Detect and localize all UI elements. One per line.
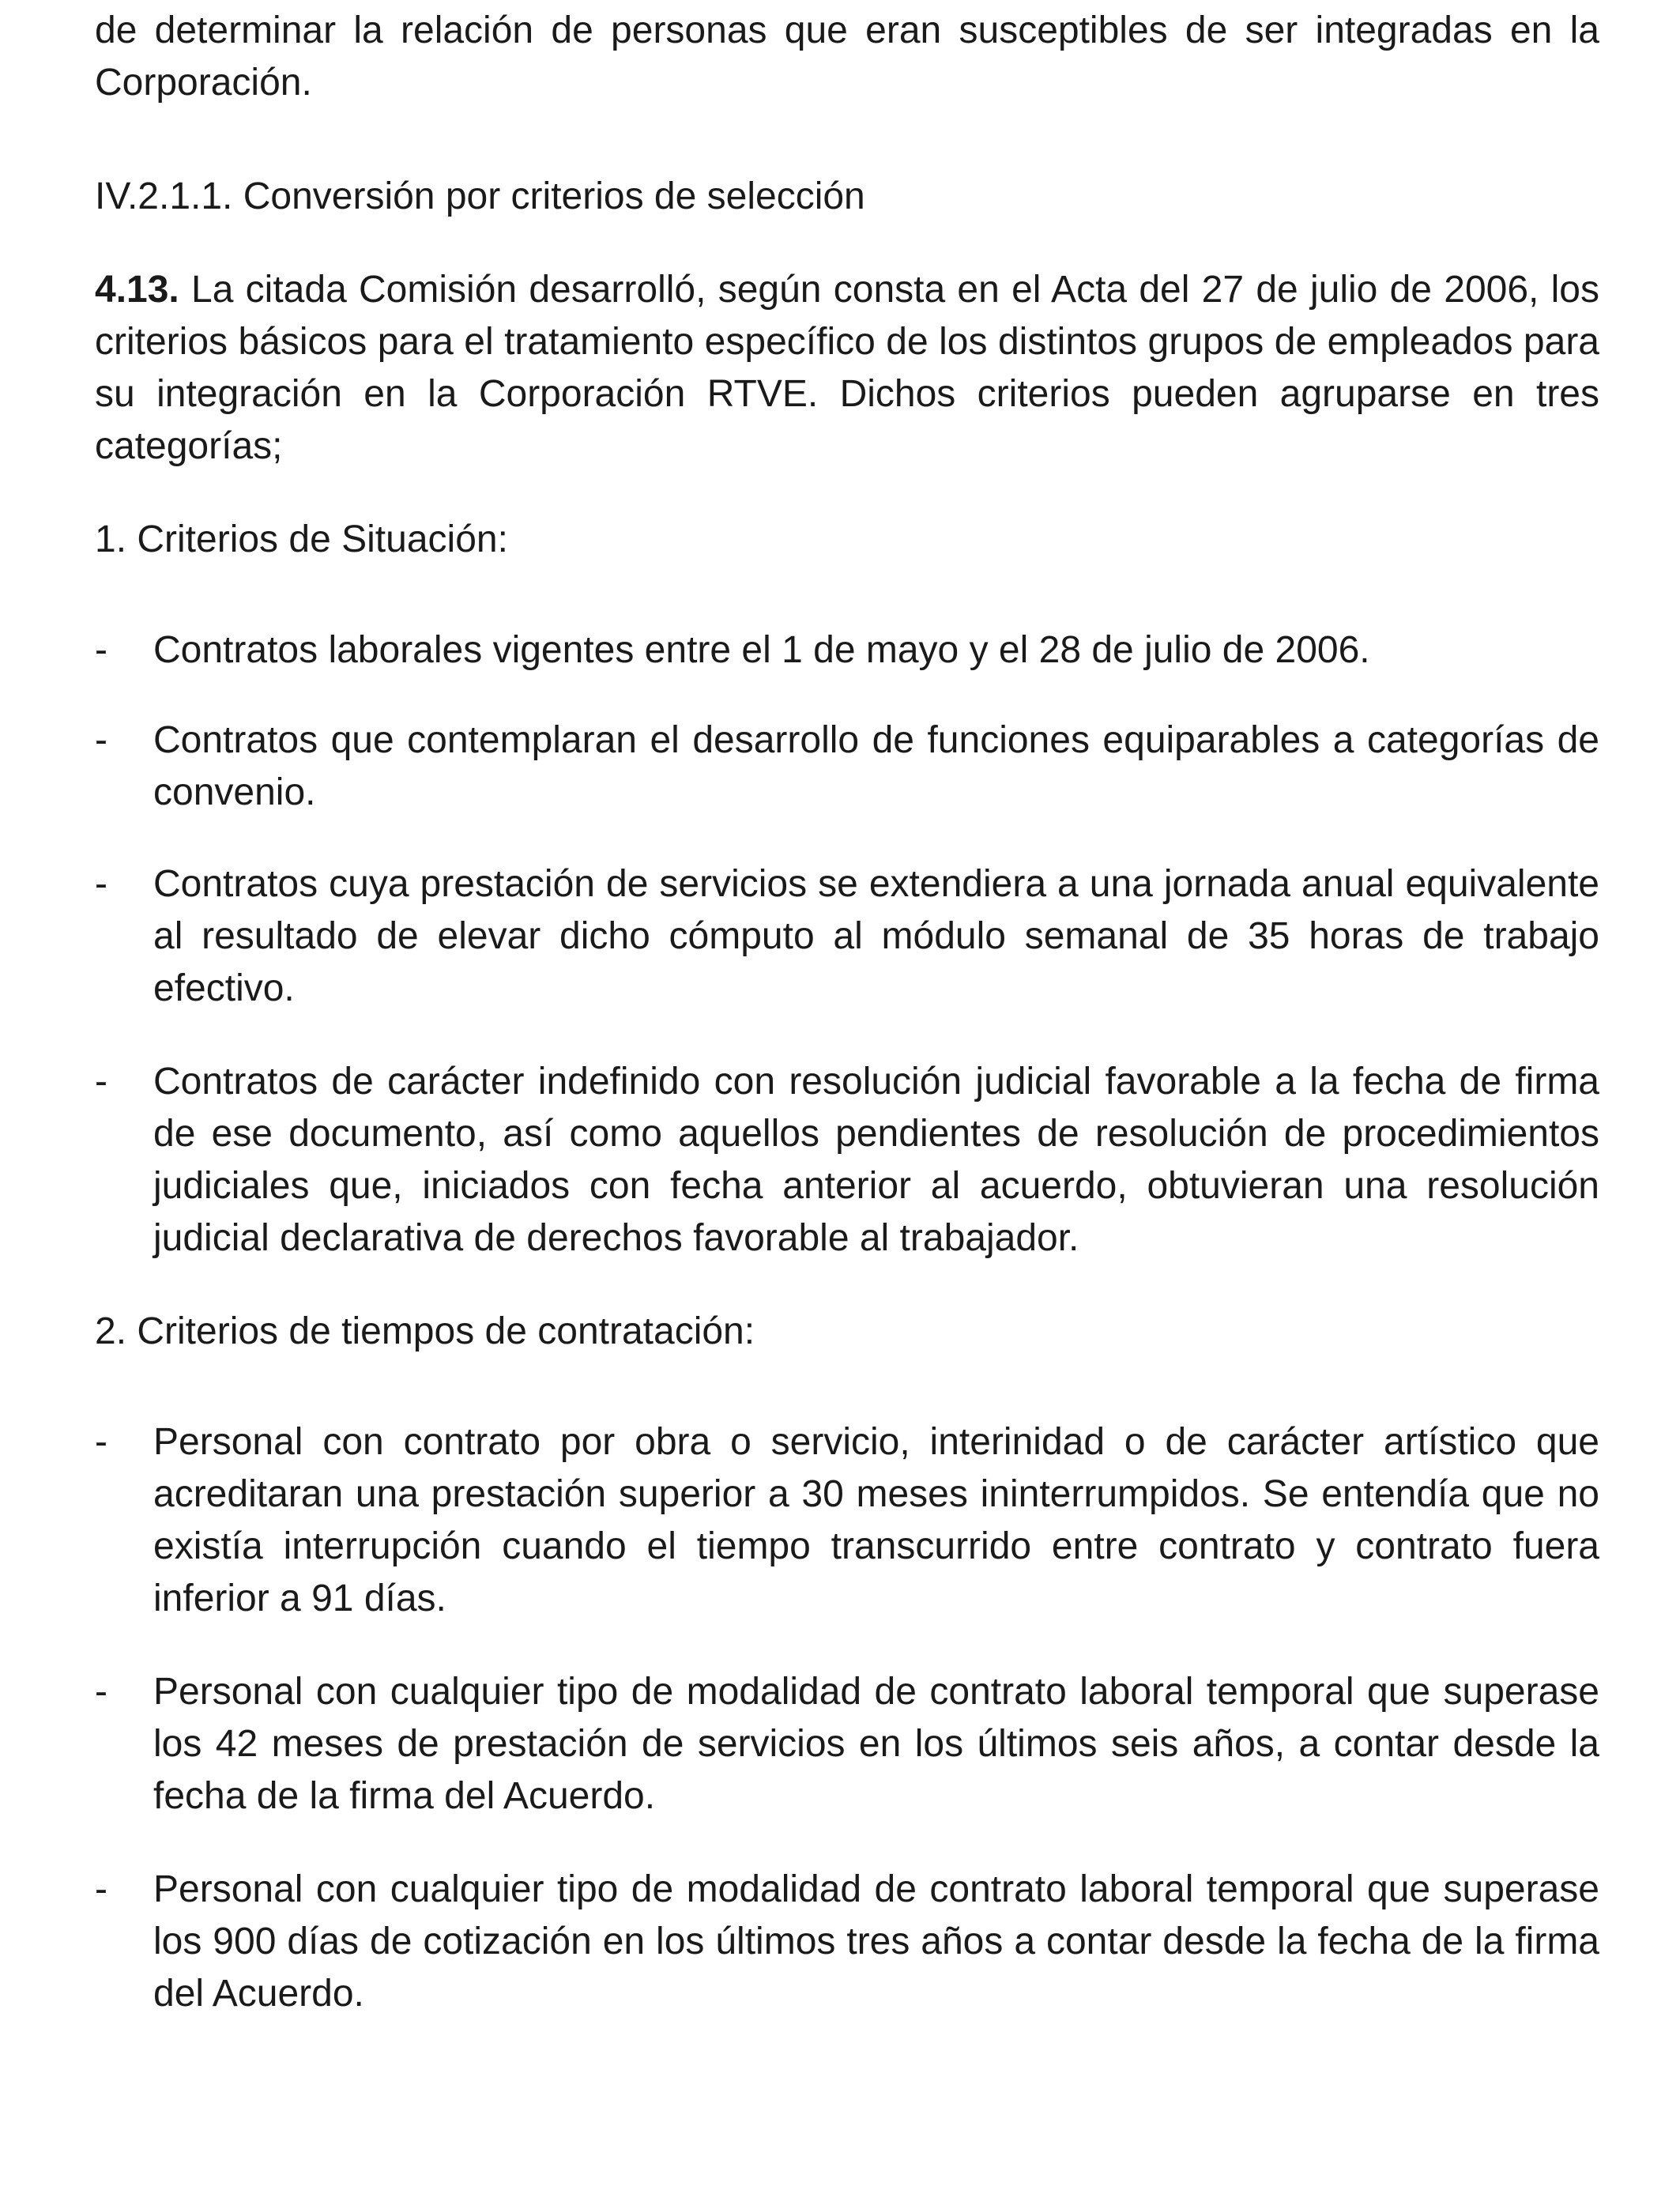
- list-item: [95, 624, 1599, 677]
- list-item: [95, 1056, 1599, 1265]
- list-item-text: Contratos que contemplaran el desarrollo de funciones equiparables a categorías de convenio.: [153, 719, 1599, 813]
- bullet-dash: -: [95, 1421, 107, 1463]
- bullet-dash: -: [95, 719, 107, 761]
- bullet-dash: -: [95, 1868, 107, 1910]
- section-heading: IV.2.1.1. Conversión por criterios de selección: [95, 175, 865, 217]
- list-item-text: Personal con cualquier tipo de modalidad de contrato laboral temporal que superase los 900 días de cotización en los últimos tres años a contar desde la fecha de la firma del Acuerdo.: [153, 1868, 1599, 2015]
- criteria-situation-heading: 1. Criterios de Situación:: [95, 518, 508, 560]
- list-item-text: Personal con contrato por obra o servicio, interinidad o de carácter artístico que acreditaran una prestación superior a 30 meses ininterrumpidos. Se entendía que no existía interrupción cuando el tiempo transcurrido entre contrato y contrato fuera inferior a 91 días.: [153, 1421, 1599, 1619]
- bullet-dash: -: [95, 1061, 107, 1103]
- list-item: [95, 1864, 1599, 2020]
- intro-paragraph: de determinar la relación de personas que eran susceptibles de ser integradas en la Corporación.: [95, 9, 1599, 104]
- criteria-time-heading: 2. Criterios de tiempos de contratación:: [95, 1310, 755, 1352]
- paragraph-number: 4.13.: [95, 269, 179, 311]
- list-item: [95, 714, 1599, 819]
- bullet-dash: -: [95, 1671, 107, 1713]
- paragraph-text: La citada Comisión desarrolló, según consta en el Acta del 27 de julio de 2006, los criterios básicos para el tratamiento específico de los distintos grupos de empleados para su integración en la Corporación RTVE. Dichos criterios pueden agruparse en tres categorías;: [95, 269, 1599, 467]
- list-item: [95, 858, 1599, 1015]
- bullet-dash: -: [95, 863, 107, 905]
- list-item: [95, 1416, 1599, 1625]
- list-item-text: Personal con cualquier tipo de modalidad de contrato laboral temporal que superase los 42 meses de prestación de servicios en los últimos seis años, a contar desde la fecha de la firma del Acuerdo.: [153, 1671, 1599, 1817]
- list-item-text: Contratos cuya prestación de servicios se extendiera a una jornada anual equivalente al resultado de elevar dicho cómputo al módulo semanal de 35 horas de trabajo efectivo.: [153, 863, 1599, 1009]
- list-item-text: Contratos laborales vigentes entre el 1 de mayo y el 28 de julio de 2006.: [153, 629, 1370, 671]
- bullet-dash: -: [95, 629, 107, 671]
- list-item-text: Contratos de carácter indefinido con resolución judicial favorable a la fecha de firma de ese documento, así como aquellos pendientes de resolución de procedimientos judiciales que, iniciados con fecha anterior al acuerdo, obtuvieran una resolución judicial declarativa de derechos favorable al trabajador.: [153, 1061, 1599, 1259]
- paragraph-4-13: [95, 264, 1599, 473]
- list-item: [95, 1666, 1599, 1823]
